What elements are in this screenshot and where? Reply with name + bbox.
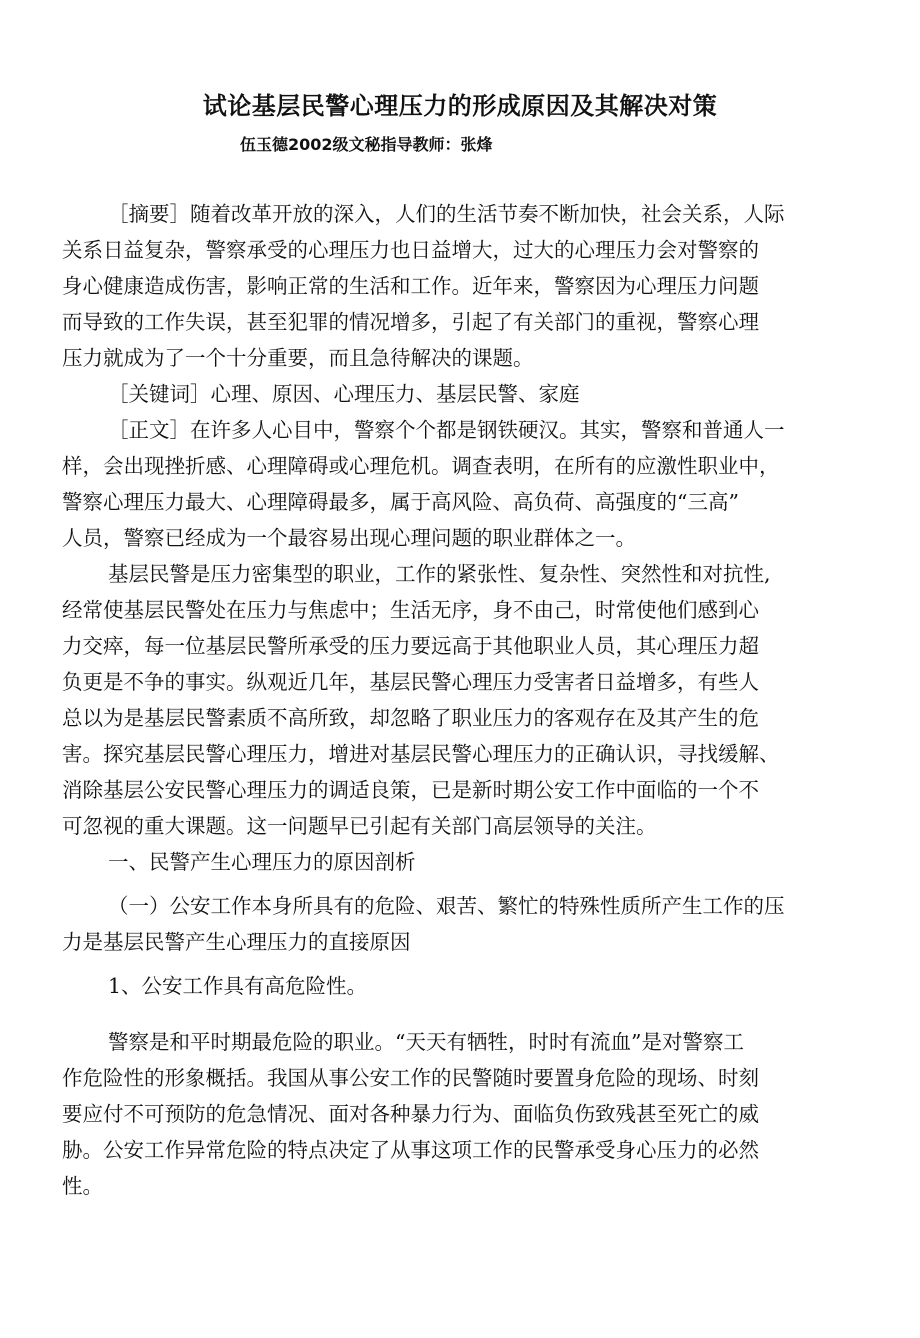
abstract-paragraph bbox=[62, 196, 842, 376]
text-line: 压力就成为了一个十分重要，而且急待解决的课题。 bbox=[62, 346, 534, 370]
text-line: 力交瘁，每一位基层民警所承受的压力要远高于其他职业人员，其心理压力超 bbox=[62, 634, 759, 658]
body-paragraph bbox=[62, 1024, 842, 1204]
text-line: 性。 bbox=[62, 1174, 103, 1198]
body-paragraph bbox=[62, 412, 842, 556]
text-line: 身心健康造成伤害，影响正常的生活和工作。近年来，警察因为心理压力问题 bbox=[62, 274, 759, 298]
text-line: 一、民警产生心理压力的原因剖析 bbox=[108, 850, 416, 874]
author-line: 伍玉德2002级文秘指导教师：张烽 bbox=[240, 135, 493, 154]
text-line: 人员，警察已经成为一个最容易出现心理问题的职业群体之一。 bbox=[62, 526, 636, 550]
section-heading bbox=[62, 844, 842, 880]
text-line: 要应付不可预防的危急情况、面对各种暴力行为、面临负伤致残甚至死亡的威 bbox=[62, 1102, 759, 1126]
body-paragraph bbox=[62, 556, 842, 844]
text-line: 总以为是基层民警素质不高所致，却忽略了职业压力的客观存在及其产生的危 bbox=[62, 706, 759, 730]
text-line: ［摘要］随着改革开放的深入，人们的生活节奏不断加快，社会关系，人际 bbox=[108, 202, 785, 226]
text-line: 作危险性的形象概括。我国从事公安工作的民警随时要置身危险的现场、时刻 bbox=[62, 1066, 759, 1090]
text-line: ［正文］在许多人心目中，警察个个都是钢铁硬汉。其实，警察和普通人一 bbox=[108, 418, 785, 442]
text-line: 胁。公安工作异常危险的特点决定了从事这项工作的民警承受身心压力的必然 bbox=[62, 1138, 759, 1162]
text-line: 基层民警是压力密集型的职业，工作的紧张性、复杂性、突然性和对抗性, bbox=[108, 562, 771, 586]
text-line: 警察心理压力最大、心理障碍最多，属于高风险、高负荷、高强度的“三高” bbox=[62, 490, 739, 514]
text-line: 而导致的工作失误，甚至犯罪的情况增多，引起了有关部门的重视，警察心理 bbox=[62, 310, 759, 334]
item-heading bbox=[62, 968, 842, 1004]
text-line: （一）公安工作本身所具有的危险、艰苦、繁忙的特殊性质所产生工作的压 bbox=[108, 894, 785, 918]
text-line: ［关键词］心理、原因、心理压力、基层民警、家庭 bbox=[108, 382, 580, 406]
document-title: 试论基层民警心理压力的形成原因及其解决对策 bbox=[202, 92, 718, 120]
text-line: 可忽视的重大课题。这一问题早已引起有关部门高层领导的关注。 bbox=[62, 814, 657, 838]
text-line: 害。探究基层民警心理压力，增进对基层民警心理压力的正确认识，寻找缓解、 bbox=[62, 742, 780, 766]
text-line: 消除基层公安民警心理压力的调适良策，已是新时期公安工作中面临的一个不 bbox=[62, 778, 759, 802]
text-line: 关系日益复杂，警察承受的心理压力也日益增大，过大的心理压力会对警察的 bbox=[62, 238, 759, 262]
keywords-paragraph bbox=[62, 376, 842, 412]
text-line: 1、公安工作具有高危险性。 bbox=[108, 974, 368, 998]
text-line: 经常使基层民警处在压力与焦虑中；生活无序，身不由己，时常使他们感到心 bbox=[62, 598, 759, 622]
text-line: 样，会出现挫折感、心理障碍或心理危机。调查表明，在所有的应激性职业中， bbox=[62, 454, 780, 478]
document-body bbox=[62, 196, 842, 1204]
text-line: 力是基层民警产生心理压力的直接原因 bbox=[62, 930, 411, 954]
subsection-heading bbox=[62, 888, 842, 960]
text-line: 负更是不争的事实。纵观近几年，基层民警心理压力受害者日益增多，有些人 bbox=[62, 670, 759, 694]
text-line: 警察是和平时期最危险的职业。“天天有牺牲，时时有流血”是对警察工 bbox=[108, 1030, 744, 1054]
